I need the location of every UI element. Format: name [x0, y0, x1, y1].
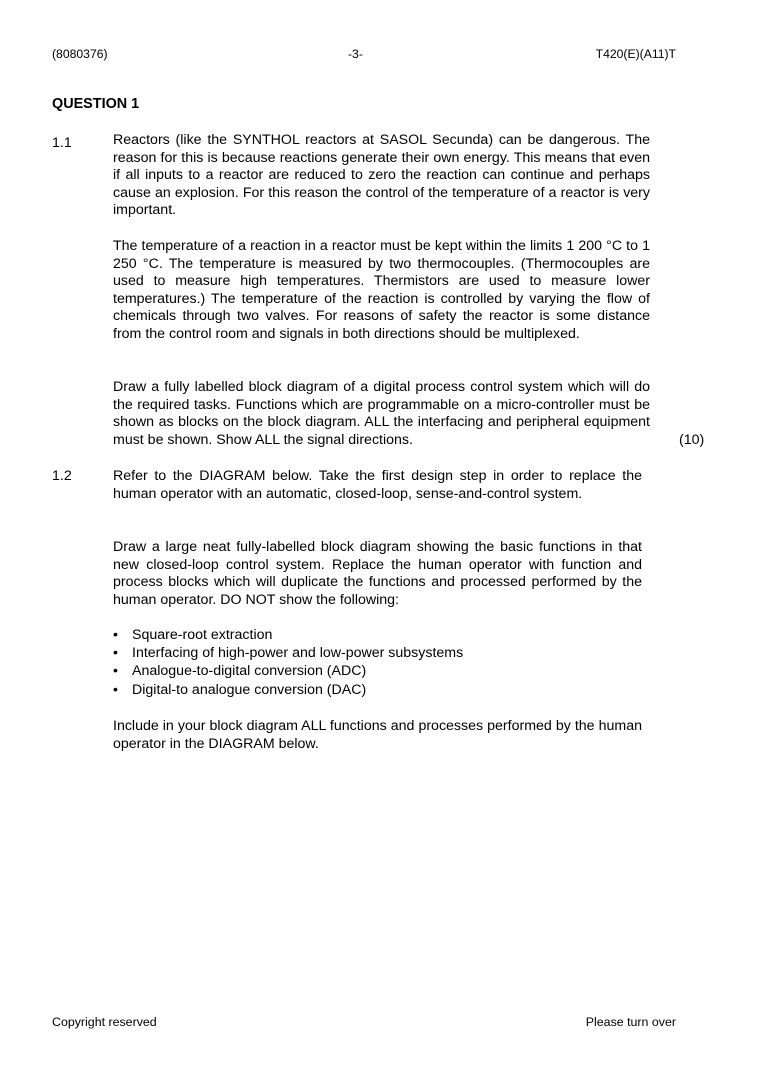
paper-code: (8080376) — [52, 47, 108, 61]
exclusion-list — [113, 627, 463, 700]
bullet-icon: • — [113, 627, 118, 643]
list-item — [113, 645, 463, 663]
q1-1-marks: (10) — [679, 432, 705, 448]
list-item — [113, 682, 463, 700]
exam-code: T420(E)(A11)T — [595, 47, 676, 61]
copyright-notice: Copyright reserved — [52, 1015, 157, 1029]
list-item-text: Analogue-to-digital conversion (ADC) — [132, 663, 367, 680]
question-number-1-2: 1.2 — [52, 468, 72, 484]
bullet-icon: • — [113, 681, 118, 698]
q1-1-paragraph-2: The temperature of a reaction in a reactor must be kept within the limits 1 200 °C to 1 250 °C. The temperature is measured by two thermocouples. (Thermocouples are used to measure high temperatures. Thermistors are used to measure lower temperatures.) The temperature of the reaction is controlled by varying the flow of chemicals through two valves. For reasons of safety the reactor is some distance from the control room and signals in both directions should be multiplexed. — [113, 238, 650, 342]
question-number-1-1: 1.1 — [52, 135, 72, 151]
q1-1-paragraph-3: Draw a fully labelled block diagram of a digital process control system which will do the required tasks. Functions which are programmable on a micro-controller must be shown as blocks on the block diagram. ALL the interfacing and peripheral equipment must be shown. Show ALL the signal directions. — [113, 379, 650, 448]
list-item — [113, 627, 463, 645]
q1-2-paragraph-2: Draw a large neat fully-labelled block diagram showing the basic functions in that new closed-loop control system. Replace the human operator with function and process blocks which will duplicate the functions and processed performed by the human operator. DO NOT show the following: — [113, 539, 642, 608]
list-item-text: Square-root extraction — [132, 627, 273, 643]
list-item — [113, 663, 463, 681]
bullet-icon: • — [113, 663, 118, 680]
turn-over-notice: Please turn over — [585, 1015, 676, 1029]
bullet-icon: • — [113, 645, 118, 662]
q1-2-paragraph-3: Include in your block diagram ALL functions and processes performed by the human operator in the DIAGRAM below. — [113, 718, 642, 752]
list-item-text: Interfacing of high-power and low-power subsystems — [132, 645, 464, 662]
list-item-text: Digital-to analogue conversion (DAC) — [132, 681, 367, 698]
q1-1-paragraph-1: Reactors (like the SYNTHOL reactors at SASOL Secunda) can be dangerous. The reason for this is because reactions generate their own energy. This means that even if all inputs to a reactor are reduced to zero the reaction can continue and perhaps cause an explosion. For this reason the control of the temperature of a reactor is very important. — [113, 132, 650, 219]
page-number: -3- — [348, 47, 363, 61]
q1-2-paragraph-1: Refer to the DIAGRAM below. Take the first design step in order to replace the human operator with an automatic, closed-loop, sense-and-control system. — [113, 468, 642, 502]
page-header — [52, 46, 676, 62]
question-title: QUESTION 1 — [52, 96, 140, 112]
